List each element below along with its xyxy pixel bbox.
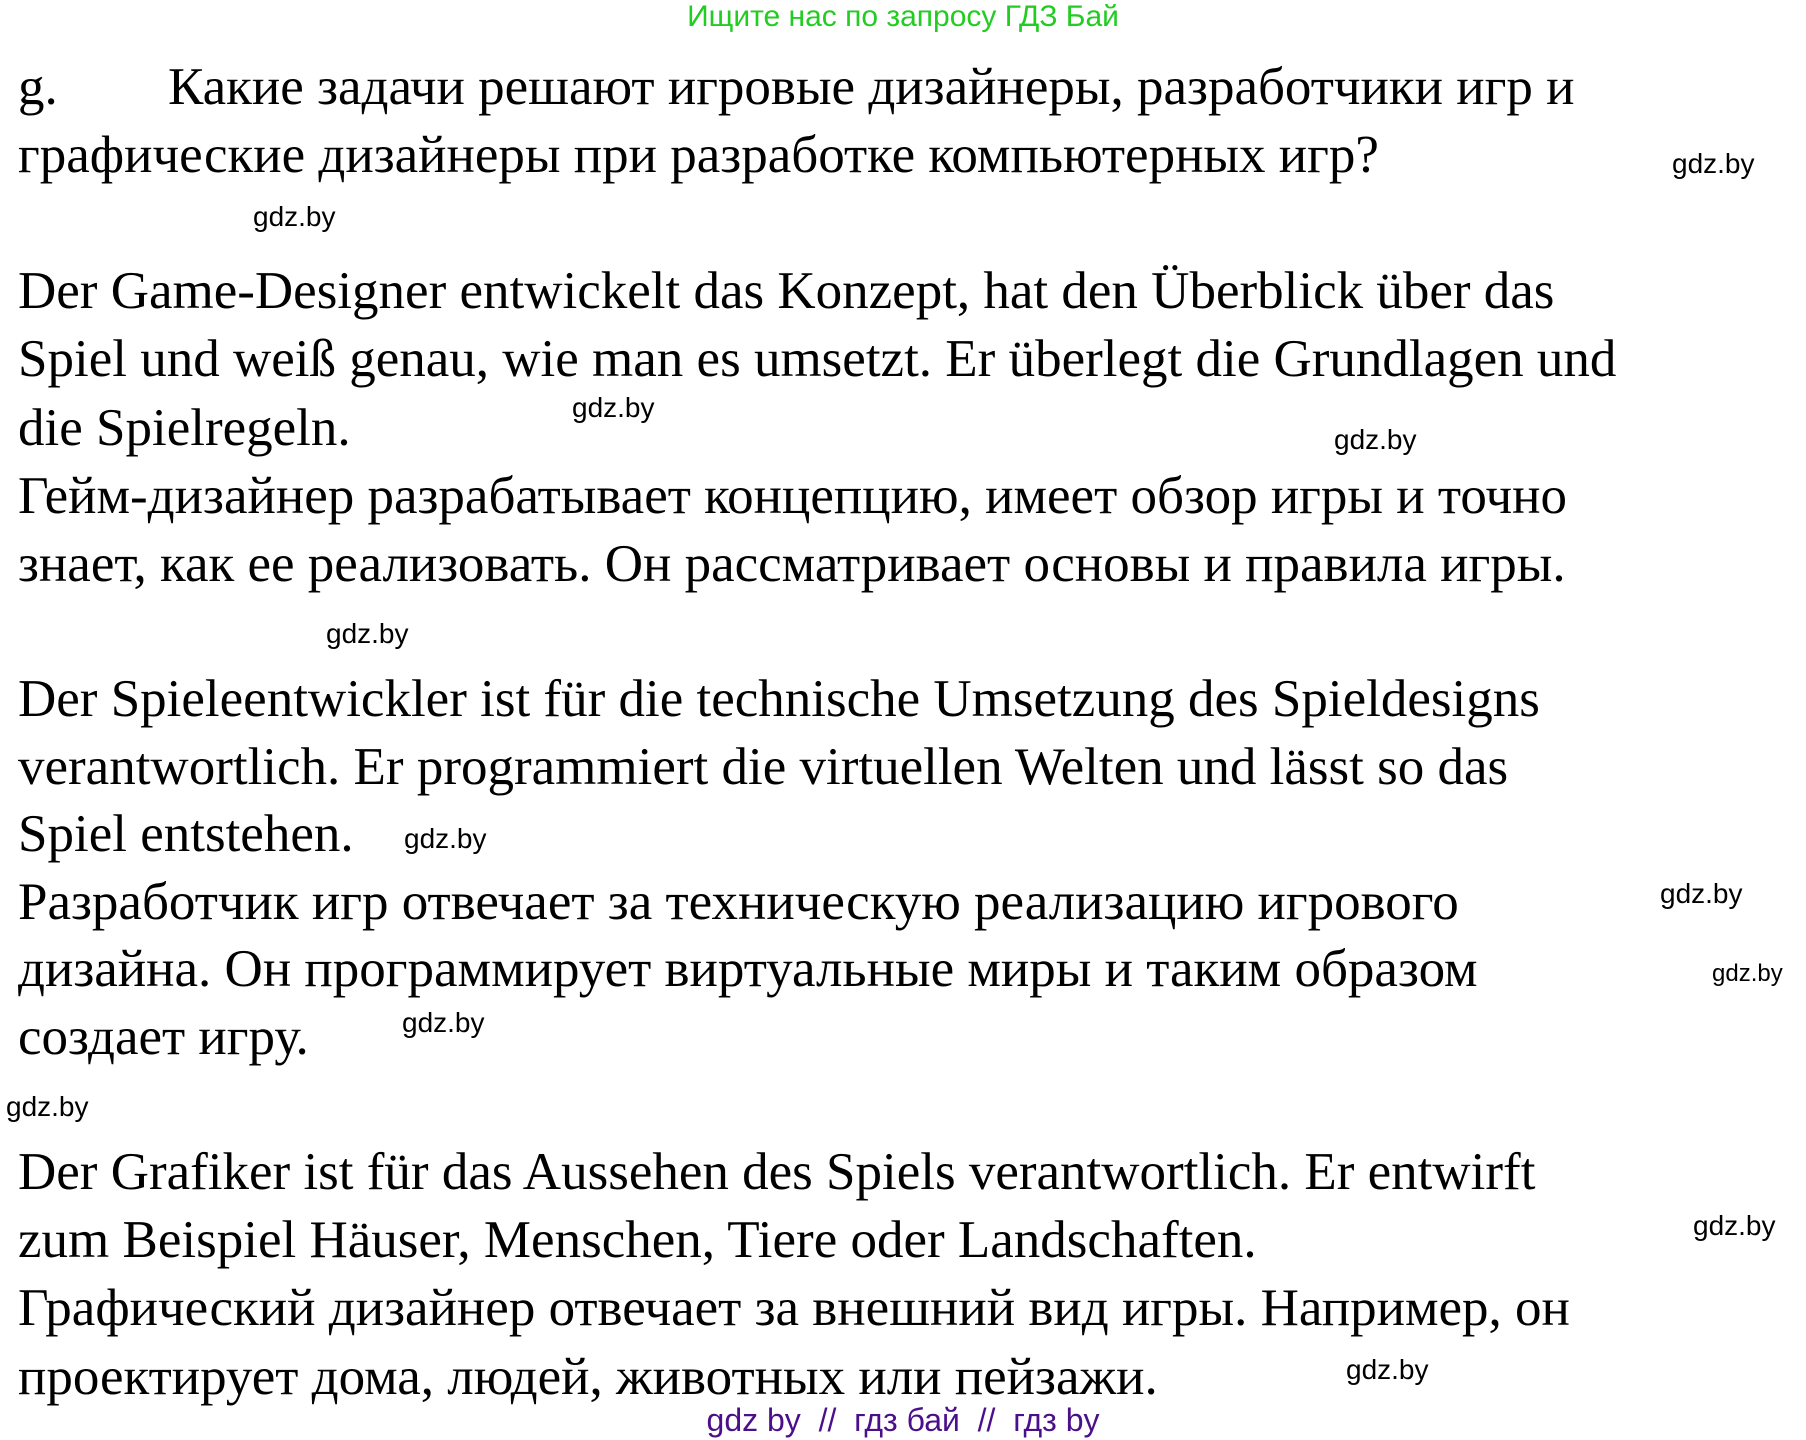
paragraph-ru-2-line: создает игру. <box>18 1008 309 1066</box>
question-line-1 <box>18 57 1575 117</box>
watermark: gdz.by <box>326 618 409 649</box>
paragraph-de-2-line: Spiel entstehen. <box>18 805 354 863</box>
paragraph-de-1-line: die Spielregeln. <box>18 399 351 457</box>
paragraph-de-1-line: Der Game-Designer entwickelt das Konzept, hat den Überblick über das <box>18 262 1555 320</box>
paragraph-de-2-line: verantwortlich. Er programmiert die virtuellen Welten und lässt so das <box>18 738 1509 796</box>
watermark: gdz.by <box>572 392 655 423</box>
paragraph-ru-1-line: знает, как ее реализовать. Он рассматривает основы и правила игры. <box>18 535 1566 593</box>
paragraph-ru-3-line: проектирует дома, людей, животных или пейзажи. <box>18 1348 1158 1406</box>
watermark: gdz.by <box>6 1091 89 1122</box>
question-text: Какие задачи решают игровые дизайнеры, разработчики игр и <box>168 58 1575 116</box>
paragraph-de-2-line: Der Spieleentwickler ist für die technische Umsetzung des Spieldesigns <box>18 670 1540 728</box>
footer-watermark: gdz by // гдз бай // гдз by <box>706 1402 1100 1438</box>
paragraph-de-3-line: Der Grafiker ist für das Aussehen des Spiels verantwortlich. Er entwirft <box>18 1143 1536 1201</box>
paragraph-de-3-line: zum Beispiel Häuser, Menschen, Tiere oder Landschaften. <box>18 1211 1257 1269</box>
watermark: gdz.by <box>1660 878 1743 909</box>
paragraph-ru-3-line: Графический дизайнер отвечает за внешний вид игры. Например, он <box>18 1279 1570 1337</box>
question-number: g. <box>18 58 58 116</box>
paragraph-ru-2-line: Разработчик игр отвечает за техническую реализацию игрового <box>18 873 1459 931</box>
search-hint-banner: Ищите нас по запросу ГДЗ Бай <box>687 0 1119 33</box>
watermark: gdz.by <box>404 823 487 854</box>
watermark: gdz.by <box>1672 148 1755 179</box>
paragraph-ru-1-line: Гейм-дизайнер разрабатывает концепцию, имеет обзор игры и точно <box>18 467 1568 525</box>
watermark: gdz.by <box>402 1007 485 1038</box>
watermark: gdz.by <box>1346 1354 1429 1385</box>
watermark: gdz.by <box>1334 424 1417 455</box>
paragraph-ru-2-line: дизайна. Он программирует виртуальные миры и таким образом <box>18 940 1478 998</box>
paragraph-de-1-line: Spiel und weiß genau, wie man es umsetzt. Er überlegt die Grundlagen und <box>18 330 1617 388</box>
watermark: gdz.by <box>1712 960 1783 987</box>
watermark: gdz.by <box>253 201 336 232</box>
question-line-2: графические дизайнеры при разработке компьютерных игр? <box>18 126 1379 184</box>
watermark: gdz.by <box>1693 1210 1776 1241</box>
